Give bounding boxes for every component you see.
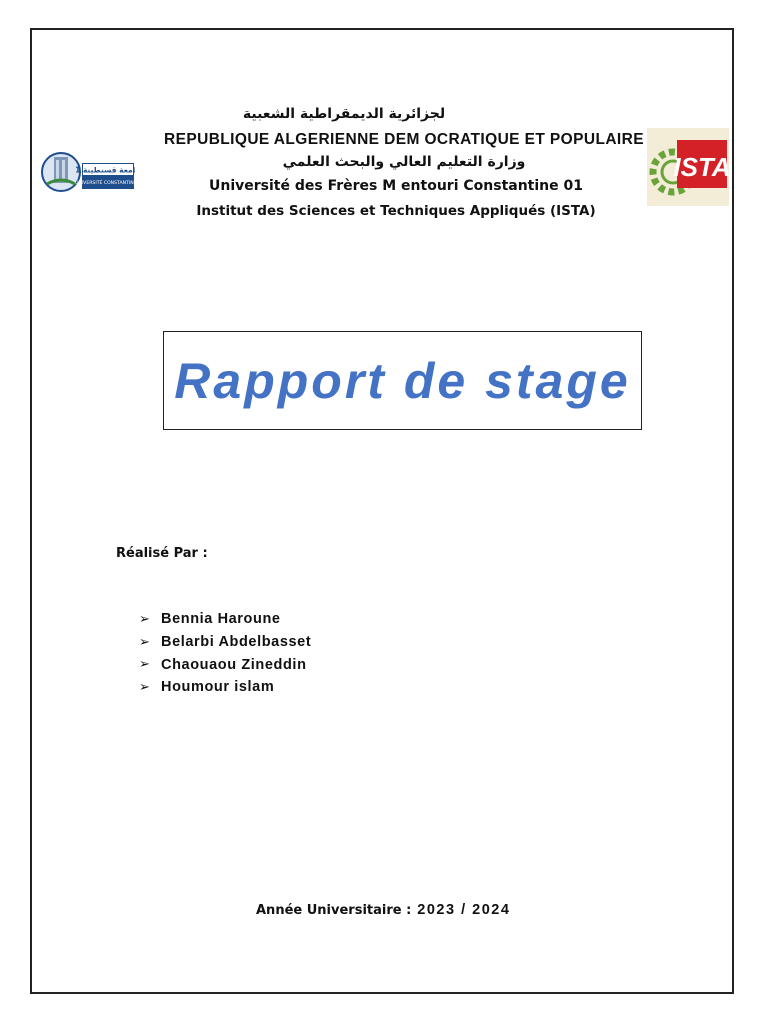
arabic-republic-line: لجزائرية الديمقراطية الشعبية [242, 106, 446, 122]
arabic-ministry-line: وزارة التعليم العالي والبحث العلمي [282, 154, 526, 170]
realise-label: Réalisé Par : [116, 546, 208, 561]
university-line: Université des Frères M entouri Constantine 01 [209, 178, 583, 194]
arrow-bullet-icon: ➢ [139, 657, 151, 673]
list-item [139, 631, 311, 654]
list-item [139, 676, 311, 699]
author-name: Belarbi Abdelbasset [161, 634, 312, 651]
institute-line: Institut des Sciences et Techniques Appliqués (ISTA) [196, 203, 596, 219]
author-name: Chaouaou Zineddin [161, 656, 307, 673]
list-item [139, 608, 311, 631]
arrow-bullet-icon: ➢ [139, 611, 151, 627]
year-label: Année Universitaire : [256, 903, 412, 918]
arrow-bullet-icon: ➢ [139, 634, 151, 650]
left-logo-arabic: جامعة قسنطينة 1 [75, 165, 135, 175]
ista-logo-text: ISTA [673, 152, 729, 182]
left-logo-subtext: UNIVERSITÉ CONSTANTINE 1 [75, 181, 135, 186]
year-value: 2023 / 2024 [417, 902, 511, 918]
author-name: Bennia Haroune [161, 611, 281, 628]
list-item [139, 653, 311, 676]
page-border [30, 28, 734, 994]
report-title: Rapport de stage [174, 352, 631, 409]
arrow-bullet-icon: ➢ [139, 679, 151, 695]
republic-line: REPUBLIQUE ALGERIENNE DEM OCRATIQUE ET POPULAIRE [164, 131, 644, 148]
academic-year [256, 902, 510, 918]
author-name: Houmour islam [161, 679, 275, 696]
title-box [163, 331, 642, 430]
authors-list [139, 608, 311, 699]
university-logo [41, 140, 135, 204]
